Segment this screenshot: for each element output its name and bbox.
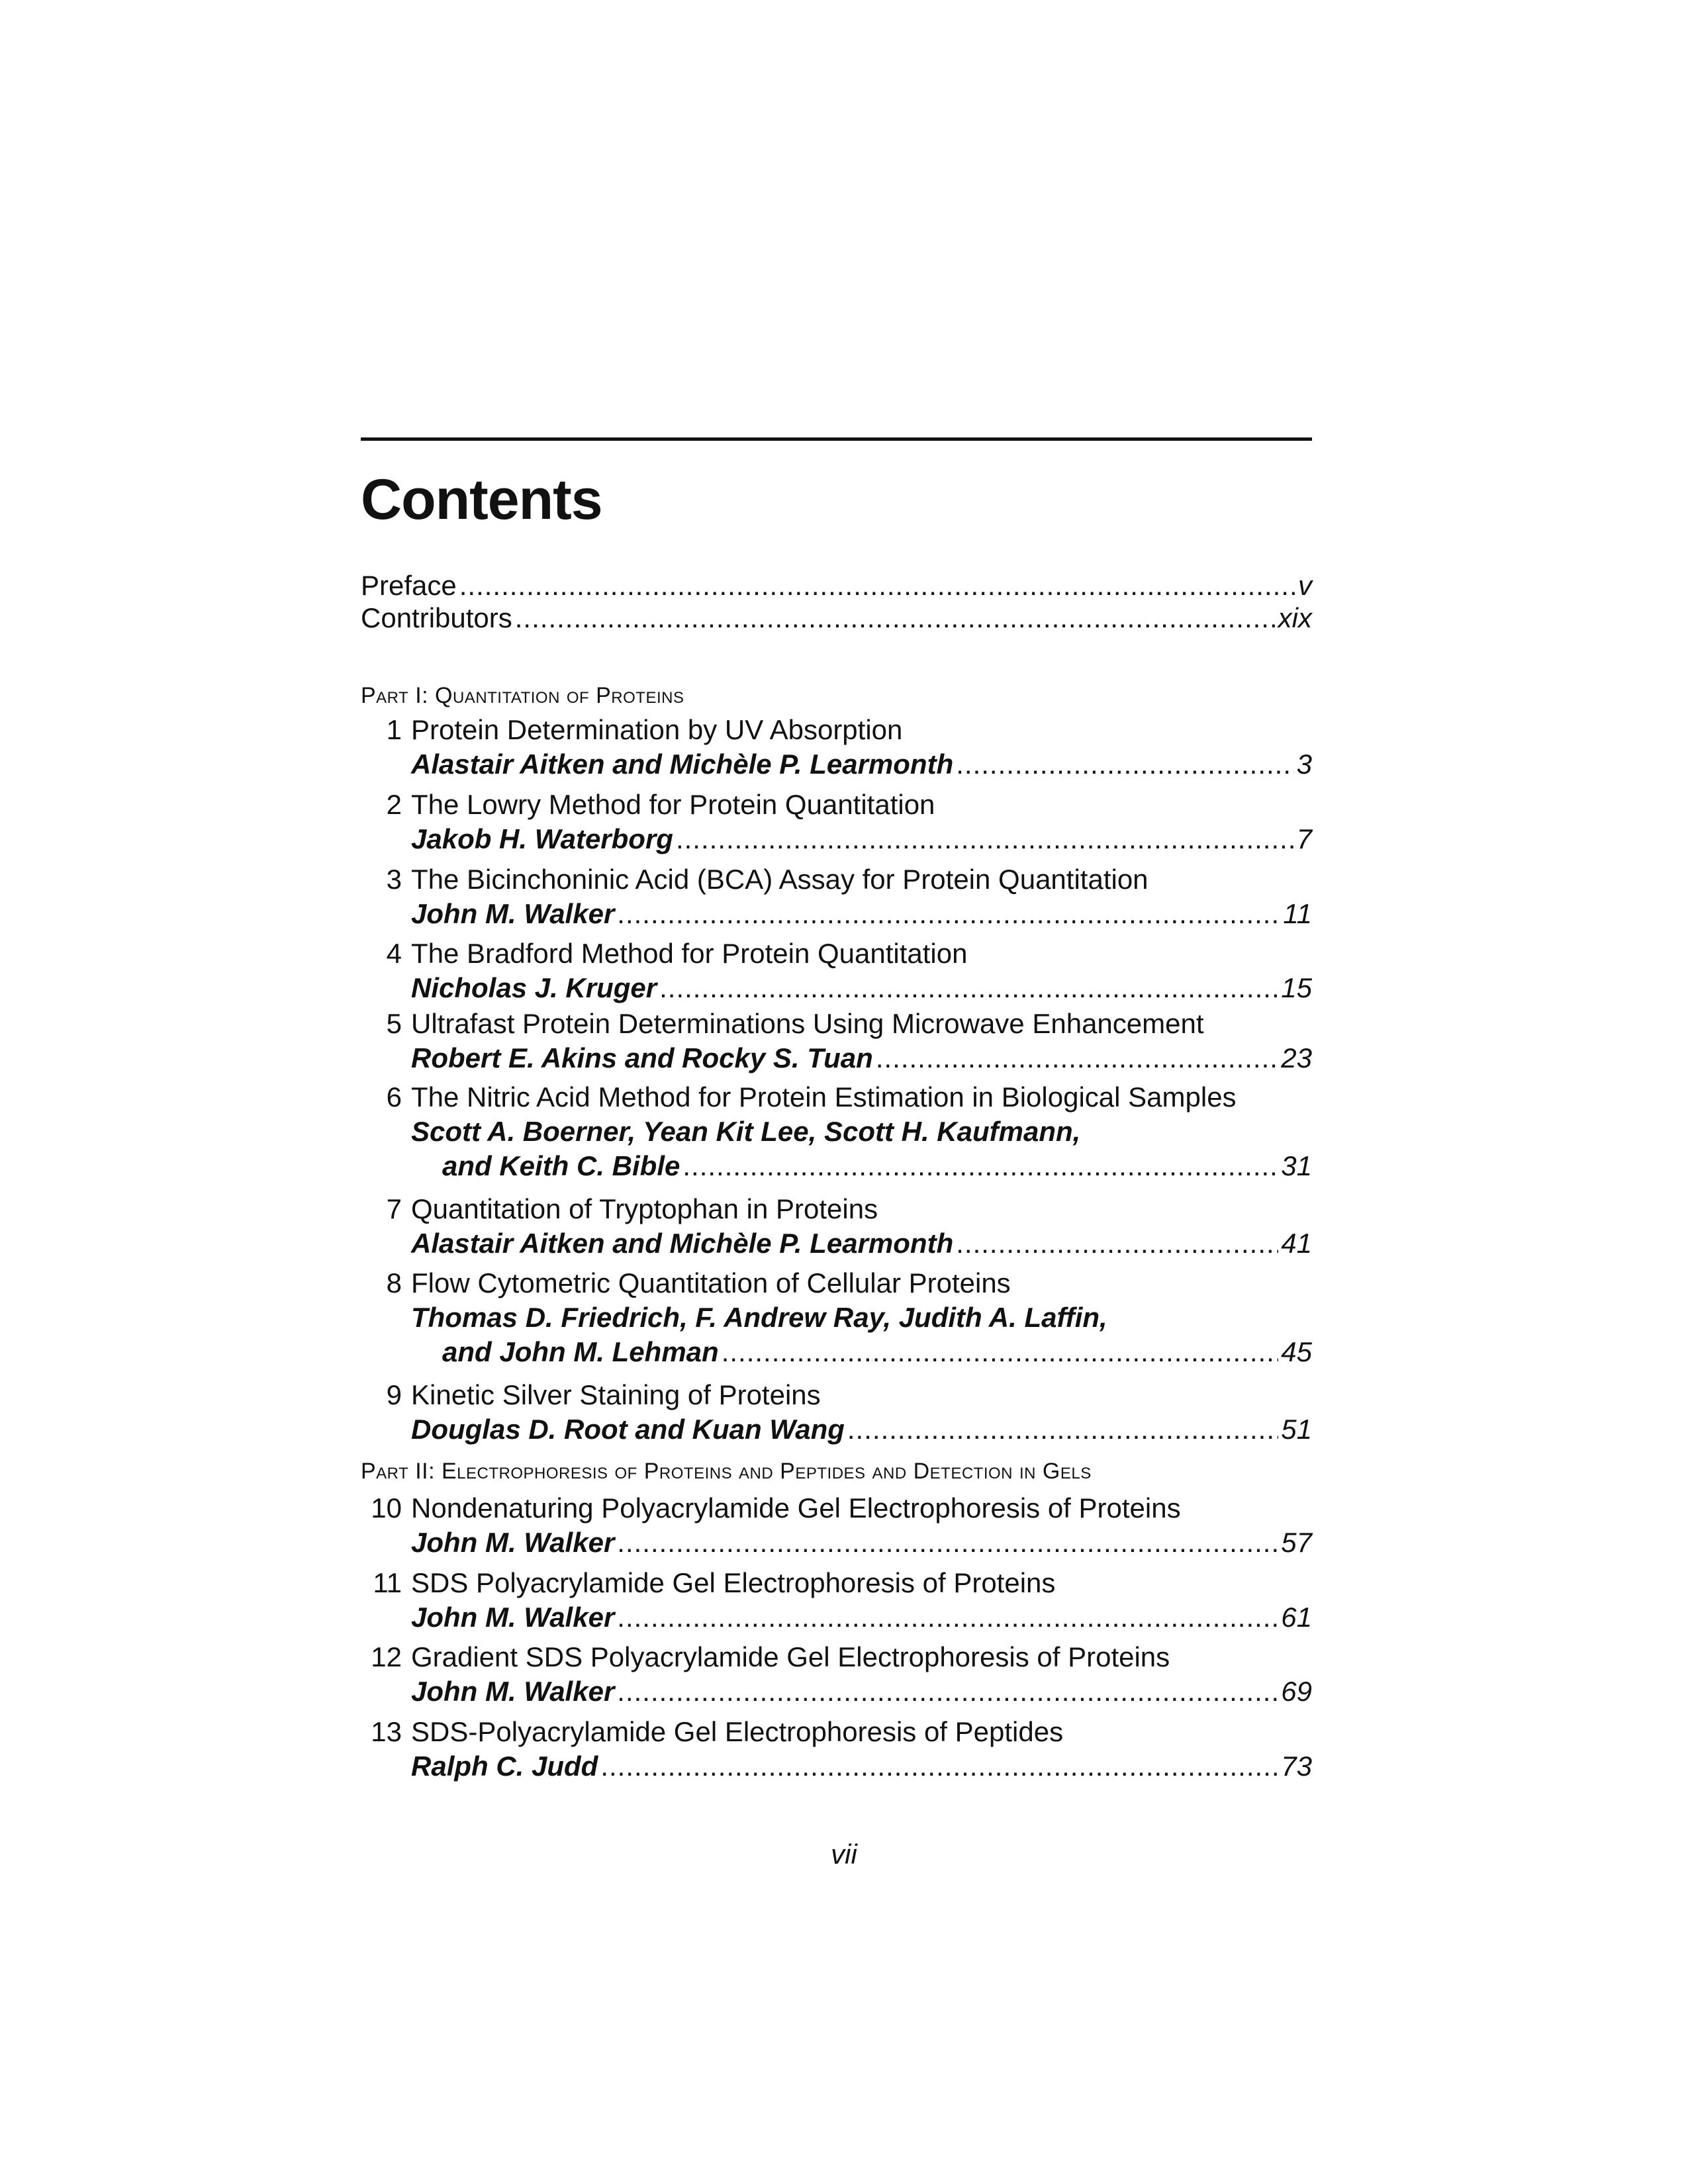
front-matter-title: Preface [361,570,457,601]
chapter-title: SDS Polyacrylamide Gel Electrophoresis of Proteins [411,1567,1056,1598]
dot-leader [459,569,1295,603]
chapter-title: Kinetic Silver Staining of Proteins [411,1379,821,1410]
page-number-ref: 3 [1296,749,1312,780]
dot-leader [617,1525,1278,1560]
chapter-authors: John M. Walker [411,1602,615,1633]
chapter-number: 7 [386,1193,402,1224]
dot-leader [956,1226,1278,1261]
dot-leader [676,822,1294,856]
chapter-authors: Ralph C. Judd [411,1751,598,1782]
leader-row [411,1674,1312,1709]
chapter-title: Quantitation of Tryptophan in Proteins [411,1193,878,1224]
dot-leader [722,1335,1279,1369]
chapter-title-row [361,862,1312,897]
chapter-authors: and Keith C. Bible [442,1150,680,1181]
chapter-authors-row [361,1226,1312,1261]
part-heading: Part I: Quantitation of Proteins [361,683,684,708]
chapter-title-row [361,713,1312,747]
chapter-authors: Douglas D. Root and Kuan Wang [411,1414,845,1445]
chapter-authors: Nicholas J. Kruger [411,972,657,1003]
page-number-ref: 15 [1281,972,1312,1003]
dot-leader [515,601,1276,635]
dot-leader [847,1412,1278,1447]
page-number-ref: 73 [1281,1751,1312,1782]
chapter-authors-row [361,1412,1312,1447]
front-matter-entry [361,569,1312,603]
chapter-title-row [361,1080,1312,1115]
page-number-ref: 31 [1281,1150,1312,1181]
leader-row [442,1149,1312,1183]
chapter-authors-row [361,822,1312,856]
top-rule [361,437,1312,441]
chapter-title: Nondenaturing Polyacrylamide Gel Electrophoresis of Proteins [411,1492,1181,1524]
chapter-number: 11 [373,1567,402,1598]
leader-row [411,1041,1312,1075]
chapter-title-row [361,1491,1312,1525]
chapter-title-row [361,1715,1312,1749]
dot-leader [617,1600,1278,1635]
chapter-title-row [361,1007,1312,1041]
page-number-ref: 45 [1281,1336,1312,1367]
leader-row [411,1412,1312,1447]
chapter-authors-row [361,1335,1312,1369]
chapter-title: Protein Determination by UV Absorption [411,714,903,745]
dot-leader [617,1674,1278,1709]
chapter-title-row [361,936,1312,971]
chapter-number: 13 [371,1716,402,1747]
leader-row [411,1749,1312,1784]
chapter-title-row [361,788,1312,822]
front-matter-entry [361,601,1312,635]
page-number-ref: 41 [1281,1228,1312,1259]
chapter-number: 9 [386,1379,402,1410]
chapter-authors-row [361,1041,1312,1075]
part-heading: Part II: Electrophoresis of Proteins and Peptides and Detection in Gels [361,1459,1092,1484]
leader-row [411,747,1312,782]
page-number-ref: 51 [1281,1414,1312,1445]
chapter-number: 3 [386,864,402,895]
leader-row [411,1525,1312,1560]
page-number: vii [831,1839,857,1870]
chapter-authors-row [361,1300,1312,1335]
chapter-authors: John M. Walker [411,1676,615,1707]
chapter-title-row [361,1192,1312,1226]
dot-leader [682,1149,1278,1183]
page-number-ref: 23 [1281,1042,1312,1073]
chapter-authors: Robert E. Akins and Rocky S. Tuan [411,1042,873,1073]
chapter-number: 12 [371,1641,402,1672]
chapter-title: The Bicinchoninic Acid (BCA) Assay for Protein Quantitation [411,864,1149,895]
chapter-title: Gradient SDS Polyacrylamide Gel Electrophoresis of Proteins [411,1641,1170,1672]
chapter-authors-row [361,1600,1312,1635]
chapter-number: 5 [386,1008,402,1039]
chapter-title: Flow Cytometric Quantitation of Cellular Proteins [411,1267,1011,1298]
dot-leader [956,747,1293,782]
leader-row [361,569,1312,603]
dot-leader [659,971,1278,1005]
page-number-ref: xix [1278,602,1312,633]
chapter-title-row [361,1378,1312,1412]
chapter-authors: Alastair Aitken and Michèle P. Learmonth [411,1228,954,1259]
dot-leader [600,1749,1278,1784]
chapter-title: SDS-Polyacrylamide Gel Electrophoresis of Peptides [411,1716,1064,1747]
chapter-title-row [361,1566,1312,1600]
chapter-title: The Lowry Method for Protein Quantitation [411,789,935,820]
page-number-ref: v [1298,570,1312,601]
page-title: Contents [361,468,602,531]
leader-row [411,1226,1312,1261]
chapter-title: Ultrafast Protein Determinations Using Microwave Enhancement [411,1008,1204,1039]
front-matter-title: Contributors [361,602,512,633]
chapter-authors: John M. Walker [411,1527,615,1558]
chapter-authors: John M. Walker [411,898,615,929]
chapter-authors: Alastair Aitken and Michèle P. Learmonth [411,749,954,780]
chapter-authors-row [361,1525,1312,1560]
chapter-authors-row [361,1149,1312,1183]
chapter-authors: Scott A. Boerner, Yean Kit Lee, Scott H. Kaufmann, [411,1116,1081,1147]
page-number-ref: 69 [1281,1676,1312,1707]
chapter-authors: Thomas D. Friedrich, F. Andrew Ray, Judith A. Laffin, [411,1302,1107,1333]
chapter-authors-row [361,747,1312,782]
leader-row [361,601,1312,635]
page-number-ref: 61 [1281,1602,1312,1633]
leader-row [411,971,1312,1005]
chapter-title-row [361,1266,1312,1300]
leader-row [411,1600,1312,1635]
chapter-authors-row [361,971,1312,1005]
page-number-ref: 11 [1283,898,1312,929]
chapter-authors-row [361,1749,1312,1784]
leader-row [442,1335,1312,1369]
chapter-number: 2 [386,789,402,820]
page-number-ref: 7 [1296,823,1312,854]
chapter-title-row [361,1640,1312,1674]
chapter-number: 8 [386,1267,402,1298]
chapter-number: 6 [386,1081,402,1113]
page-number-ref: 57 [1281,1527,1312,1558]
chapter-title: The Nitric Acid Method for Protein Estimation in Biological Samples [411,1081,1237,1113]
chapter-number: 10 [371,1492,402,1524]
chapter-number: 1 [386,714,402,745]
leader-row [411,822,1312,856]
chapter-authors-row [361,1674,1312,1709]
chapter-authors: and John M. Lehman [442,1336,719,1367]
chapter-authors-row [361,1115,1312,1149]
chapter-number: 4 [386,938,402,969]
leader-row [411,897,1312,931]
chapter-title: The Bradford Method for Protein Quantitation [411,938,968,969]
dot-leader [617,897,1280,931]
chapter-authors-row [361,897,1312,931]
chapter-authors: Jakob H. Waterborg [411,823,673,854]
dot-leader [876,1041,1278,1075]
